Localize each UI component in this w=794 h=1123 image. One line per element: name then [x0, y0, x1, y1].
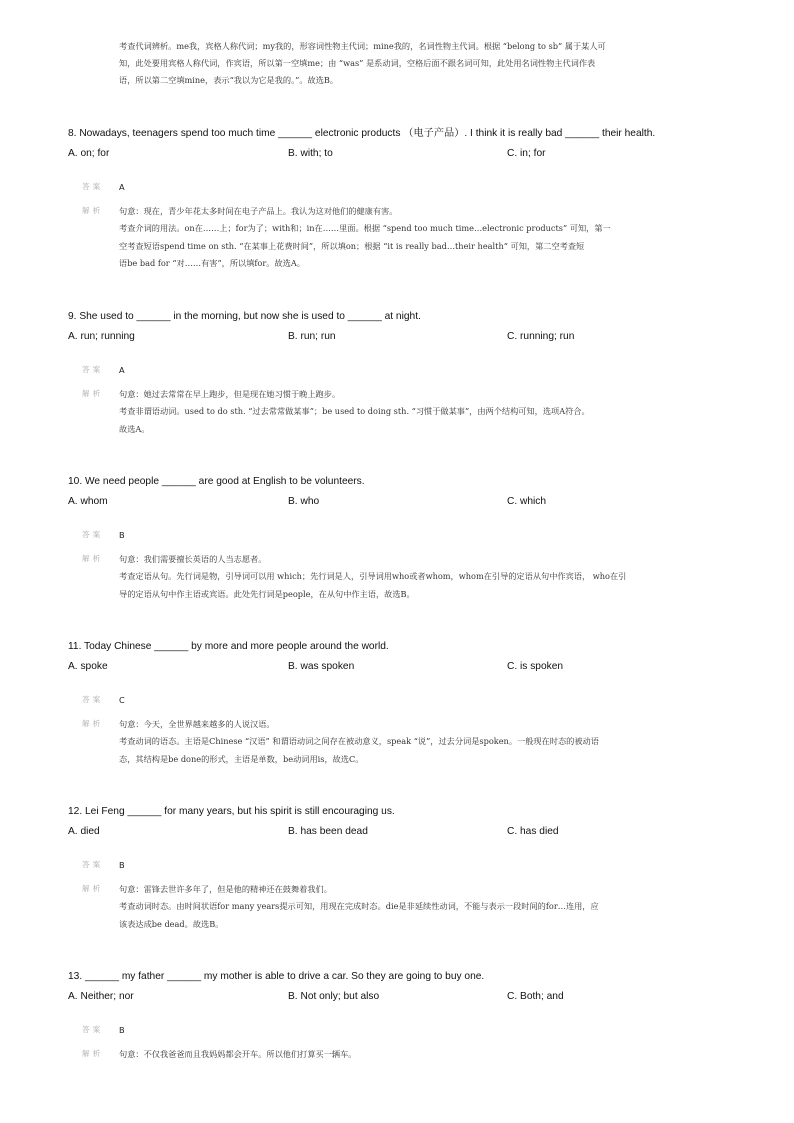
analysis-line: 句意：今天，全世界越来越多的人说汉语。 — [119, 719, 275, 729]
analysis-line: 导的定语从句中作主语或宾语。此处先行词是people，在从句中作主语，故选B。 — [119, 588, 415, 599]
explanation-line: 知，此处要用宾格人称代词，作宾语，所以第一空填me；由 “was” 是系动词，空格后面不跟名词可知，此处用名词性物主代词作表 — [119, 58, 596, 68]
answer-row — [68, 692, 748, 708]
analysis-line: 句意：不仅我爸爸而且我妈妈都会开车。所以他们打算买一辆车。 — [119, 1049, 357, 1059]
analysis-label: 解析 — [82, 389, 104, 398]
option-a: A. run; running — [68, 331, 135, 342]
question-9 — [68, 309, 748, 438]
analysis-label: 解析 — [82, 206, 104, 215]
answer-row — [68, 857, 748, 873]
analysis-label: 解析 — [82, 884, 104, 893]
analysis-line: 句意：我们需要擅长英语的人当志愿者。 — [119, 554, 267, 564]
option-c: C. in; for — [507, 148, 546, 159]
analysis-line: 句意：雷锋去世许多年了，但是他的精神还在鼓舞着我们。 — [119, 884, 332, 894]
analysis-line: 故选A。 — [119, 423, 150, 434]
question-10 — [68, 474, 748, 603]
option-list — [68, 989, 748, 1009]
option-c: C. has died — [507, 826, 559, 837]
answer-row — [68, 362, 748, 378]
option-b: B. was spoken — [288, 661, 355, 672]
option-a: A. whom — [68, 496, 108, 507]
analysis-row — [68, 551, 748, 603]
answer-row — [68, 1022, 748, 1038]
option-a: A. spoke — [68, 661, 108, 672]
answer-value: C — [119, 695, 125, 705]
option-a: A. died — [68, 826, 100, 837]
explanation-line: 语，所以第二空填mine，表示“我以为它是我的。”。故选B。 — [119, 75, 339, 85]
answer-value: B — [119, 1025, 125, 1035]
analysis-line: 语be bad for “对……有害”，所以填for。故选A。 — [119, 257, 305, 268]
question-stem: 11. Today Chinese ______ by more and more people around the world. — [68, 641, 389, 652]
analysis-line: 考查动词的语态。主语是Chinese “汉语” 和谓语动词之间存在被动意义，speak “说”，过去分词是spoken。一般现在时态的被动语 — [119, 736, 599, 747]
option-c: C. running; run — [507, 331, 575, 342]
question-11 — [68, 639, 748, 768]
analysis-text — [119, 386, 719, 438]
option-list — [68, 146, 748, 166]
analysis-line: 考查非谓语动词。used to do sth. “过去常常做某事”；be used to doing sth. “习惯于做某事”，由两个结构可知，选项A符合。 — [119, 406, 590, 417]
analysis-line: 该表达成be dead。故选B。 — [119, 918, 224, 929]
analysis-text — [119, 1046, 719, 1063]
analysis-line: 考查动词时态。由时间状语for many years提示可知，用现在完成时态。die是非延续性动词，不能与表示一段时间的for…连用，应 — [119, 901, 599, 912]
answer-label: 答案 — [82, 1025, 104, 1034]
question-12 — [68, 804, 748, 933]
option-list — [68, 824, 748, 844]
question-13 — [68, 969, 748, 1063]
analysis-row — [68, 716, 748, 768]
question-8 — [68, 126, 748, 272]
question-stem: 10. We need people ______ are good at English to be volunteers. — [68, 476, 365, 487]
option-list — [68, 494, 748, 514]
analysis-label: 解析 — [82, 1049, 104, 1058]
analysis-label: 解析 — [82, 719, 104, 728]
answer-label: 答案 — [82, 182, 104, 191]
option-c: C. Both; and — [507, 991, 564, 1002]
option-list — [68, 659, 748, 679]
question-stem: 8. Nowadays, teenagers spend too much time ______ electronic products （电子产品）. I think it is really bad ______ their health. — [68, 128, 656, 139]
question-stem: 12. Lei Feng ______ for many years, but his spirit is still encouraging us. — [68, 806, 395, 817]
option-list — [68, 329, 748, 349]
answer-label: 答案 — [82, 860, 104, 869]
option-a: A. Neither; nor — [68, 991, 134, 1002]
analysis-text — [119, 881, 719, 933]
analysis-label: 解析 — [82, 554, 104, 563]
analysis-text — [119, 551, 719, 603]
option-b: B. has been dead — [288, 826, 368, 837]
answer-label: 答案 — [82, 695, 104, 704]
question-stem: 9. She used to ______ in the morning, but now she is used to ______ at night. — [68, 311, 421, 322]
explanation-line: 考查代词辨析。me我，宾格人称代词；my我的，形容词性物主代词；mine我的，名词性物主代词。根据 “belong to sb” 属于某人可 — [119, 41, 606, 51]
analysis-row — [68, 386, 748, 438]
analysis-line: 态，其结构是be done的形式，主语是单数，be动词用is，故选C。 — [119, 753, 364, 764]
answer-label: 答案 — [82, 365, 104, 374]
question-stem: 13. ______ my father ______ my mother is able to drive a car. So they are going to buy one. — [68, 971, 485, 982]
analysis-line: 考查介词的用法。on在……上；for为了；with和；in在……里面。根据 “spend too much time…electronic products” 可知，第一 — [119, 223, 611, 234]
analysis-text — [119, 716, 719, 768]
answer-value: A — [119, 365, 125, 375]
answer-label: 答案 — [82, 530, 104, 539]
analysis-row — [68, 881, 748, 933]
analysis-text — [119, 203, 719, 272]
answer-row — [68, 179, 748, 195]
option-b: B. who — [288, 496, 320, 507]
answer-value: B — [119, 860, 125, 870]
previous-explanation — [119, 38, 719, 89]
answer-value: A — [119, 182, 125, 192]
answer-value: B — [119, 530, 125, 540]
analysis-line: 考查定语从句。先行词是物，引导词可以用 which；先行词是人，引导词用who或者whom，whom在引导的定语从句中作宾语， who在引 — [119, 571, 627, 582]
analysis-row — [68, 203, 748, 272]
option-b: B. Not only; but also — [288, 991, 380, 1002]
analysis-line: 句意：她过去常常在早上跑步，但是现在她习惯于晚上跑步。 — [119, 389, 341, 399]
analysis-line: 空考查短语spend time on sth. “在某事上花费时间”，所以填on；根据 “it is really bad…their health” 可知，第二空考查短 — [119, 240, 585, 251]
option-b: B. with; to — [288, 148, 333, 159]
option-a: A. on; for — [68, 148, 110, 159]
option-b: B. run; run — [288, 331, 336, 342]
analysis-line: 句意：现在，青少年花太多时间在电子产品上。我认为这对他们的健康有害。 — [119, 206, 398, 216]
analysis-row — [68, 1046, 748, 1063]
option-c: C. which — [507, 496, 547, 507]
option-c: C. is spoken — [507, 661, 564, 672]
answer-row — [68, 527, 748, 543]
